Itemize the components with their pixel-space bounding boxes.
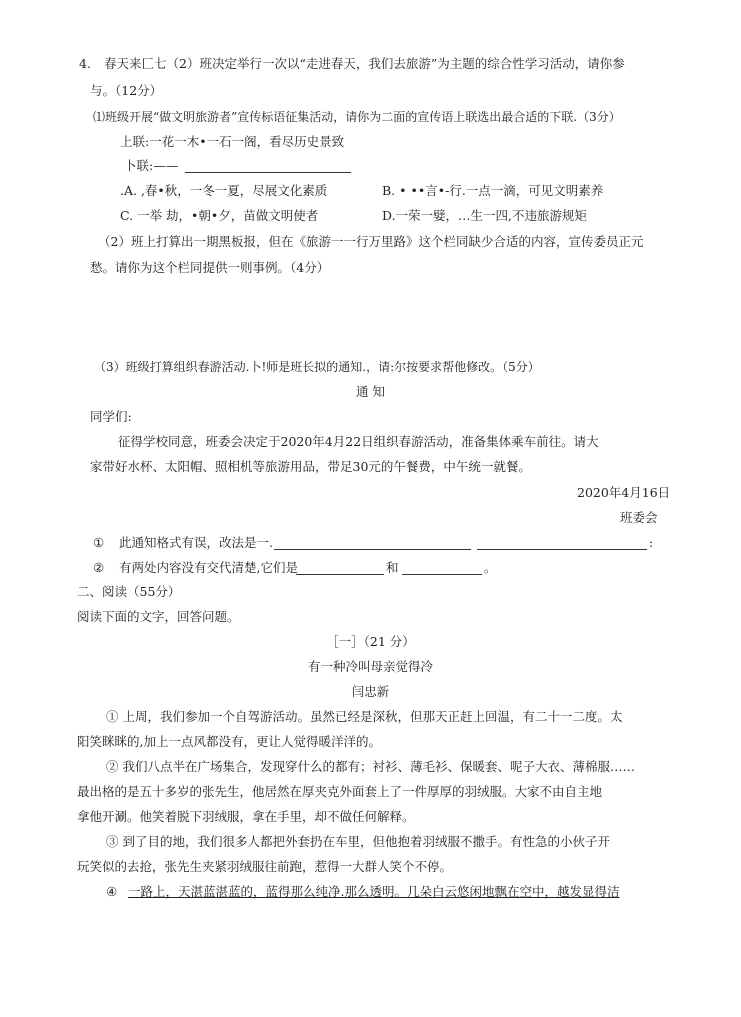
paragraph-1-line1: ① 上周，我们参加一个自驾游活动。虽然已经是深秋，但那天正赶上回温，有二十一二度。太	[106, 709, 623, 724]
question-4-part1: ⑴班级开展“做文明旅游者”宣传标语征集活动，请你为二面的宣传语上联选出最合适的下联.（3分）	[93, 110, 621, 124]
notice-greeting: 同学们:	[90, 409, 132, 424]
item-2-and: 和	[386, 560, 399, 575]
item-2-end: 。	[484, 560, 497, 575]
question-4-part3: （3）班级打算组织春游活动.卜!师是班长拟的通知.，请:尔按要求帮他修改。（5分）	[94, 360, 540, 374]
item-1-end: :	[649, 535, 654, 550]
paragraph-1-line2: 阳笑眯眯的,加上一点风都没有，更让人觉得暖洋洋的。	[77, 734, 381, 749]
section-2-heading: 二、阅读（55分）	[77, 584, 181, 599]
paragraph-3-line2: 玩笑似的去抢，张先生夹紧羽绒服往前跑，惹得一大群人笑个不停。	[77, 859, 453, 874]
article-title: 有一种冷叫母亲觉得冷	[307, 659, 433, 674]
question-4-intro-line1: 春天来匚七（2）班决定举行一次以“走进春天，我们去旅游”为主题的综合性学习活动，请你参	[104, 56, 625, 71]
reading-part-label: ［一］（21 分）	[326, 634, 415, 649]
notice-title: 通 知	[356, 384, 385, 399]
paragraph-4-number: ④	[106, 884, 118, 899]
question-4-number: 4.	[79, 56, 91, 71]
paragraph-4-underlined-text: 一路上，天湛蓝湛蓝的，蓝得那么纯净.那么透明。几朵白云悠闲地飘在空中，越发显得洁	[128, 884, 620, 899]
notice-body-line2: 家带好水杯、太阳帽、照相机等旅游用品，带足30元的午餐费，中午统一就餐。	[90, 459, 531, 474]
couplet-lower-label: 卜联:——	[124, 158, 179, 173]
notice-date: 2020年4月16日	[577, 485, 671, 500]
item-1-text: 此通知格式有误，改法是一.	[119, 535, 273, 550]
question-4-part2-line1: （2）班上打算出一期黑板报，但在《旅游一一行万里路》这个栏同缺少合适的内容，宣传委员正元	[98, 234, 644, 249]
article-author: 闫忠新	[351, 684, 390, 699]
item-1-blank-b	[477, 538, 647, 550]
couplet-answer-blank	[185, 161, 351, 173]
question-4-intro-line2: 与。（12分）	[90, 83, 163, 98]
notice-body-line1: 征得学校同意，班委会决定于2020年4月22日组织春游活动，准备集体乘车前往。请大	[118, 434, 599, 449]
item-2-number: ②	[93, 560, 105, 575]
item-2-blank-a	[296, 563, 384, 575]
item-2-blank-b	[402, 563, 482, 575]
option-a: .A. ,春•秋，一冬一夏，尽展文化素质	[120, 183, 328, 198]
item-1-number: ①	[93, 535, 105, 550]
item-1-blank-a	[274, 538, 471, 550]
option-d: D.一荣一嬖，…生一四,不违旅游规矩	[382, 208, 588, 223]
paragraph-2-line1: ② 我们八点半在广场集合，发现穿什么的都有；衬衫、薄毛衫、保暖套、呢子大衣、薄棉服……	[106, 759, 635, 774]
option-c: C. 一举 劫，•朝•夕，苗做文明使者	[120, 208, 319, 223]
notice-signer: 班委会	[620, 510, 658, 525]
section-2-instruction: 阅读下面的文字，回答问题。	[77, 609, 240, 624]
question-4-part2-line2: 愁。请你为这个栏同提供一则事例。（4分）	[90, 260, 330, 275]
item-2-text: 有两处内容没有交代清楚,它们是	[119, 560, 298, 575]
option-b: B. • ••言•-行.一点一滴，可见文明素养	[382, 183, 604, 198]
paragraph-2-line2: 最出格的是五十多岁的张先生，他居然在厚夹克外面套上了一件厚厚的羽绒服。大家不由自主地	[77, 784, 603, 799]
paragraph-3-line1: ③ 到了目的地，我们很多人都把外套扔在车里，但他抱着羽绒服不撒手。有性急的小伙子开	[106, 834, 610, 849]
couplet-upper: 上联:一花一木•一石一阁，看尽历史景致	[120, 134, 345, 149]
paragraph-2-line3: 拿他开涮。他笑着脱下羽绒服，拿在手里，却不做任何解释。	[77, 809, 415, 824]
